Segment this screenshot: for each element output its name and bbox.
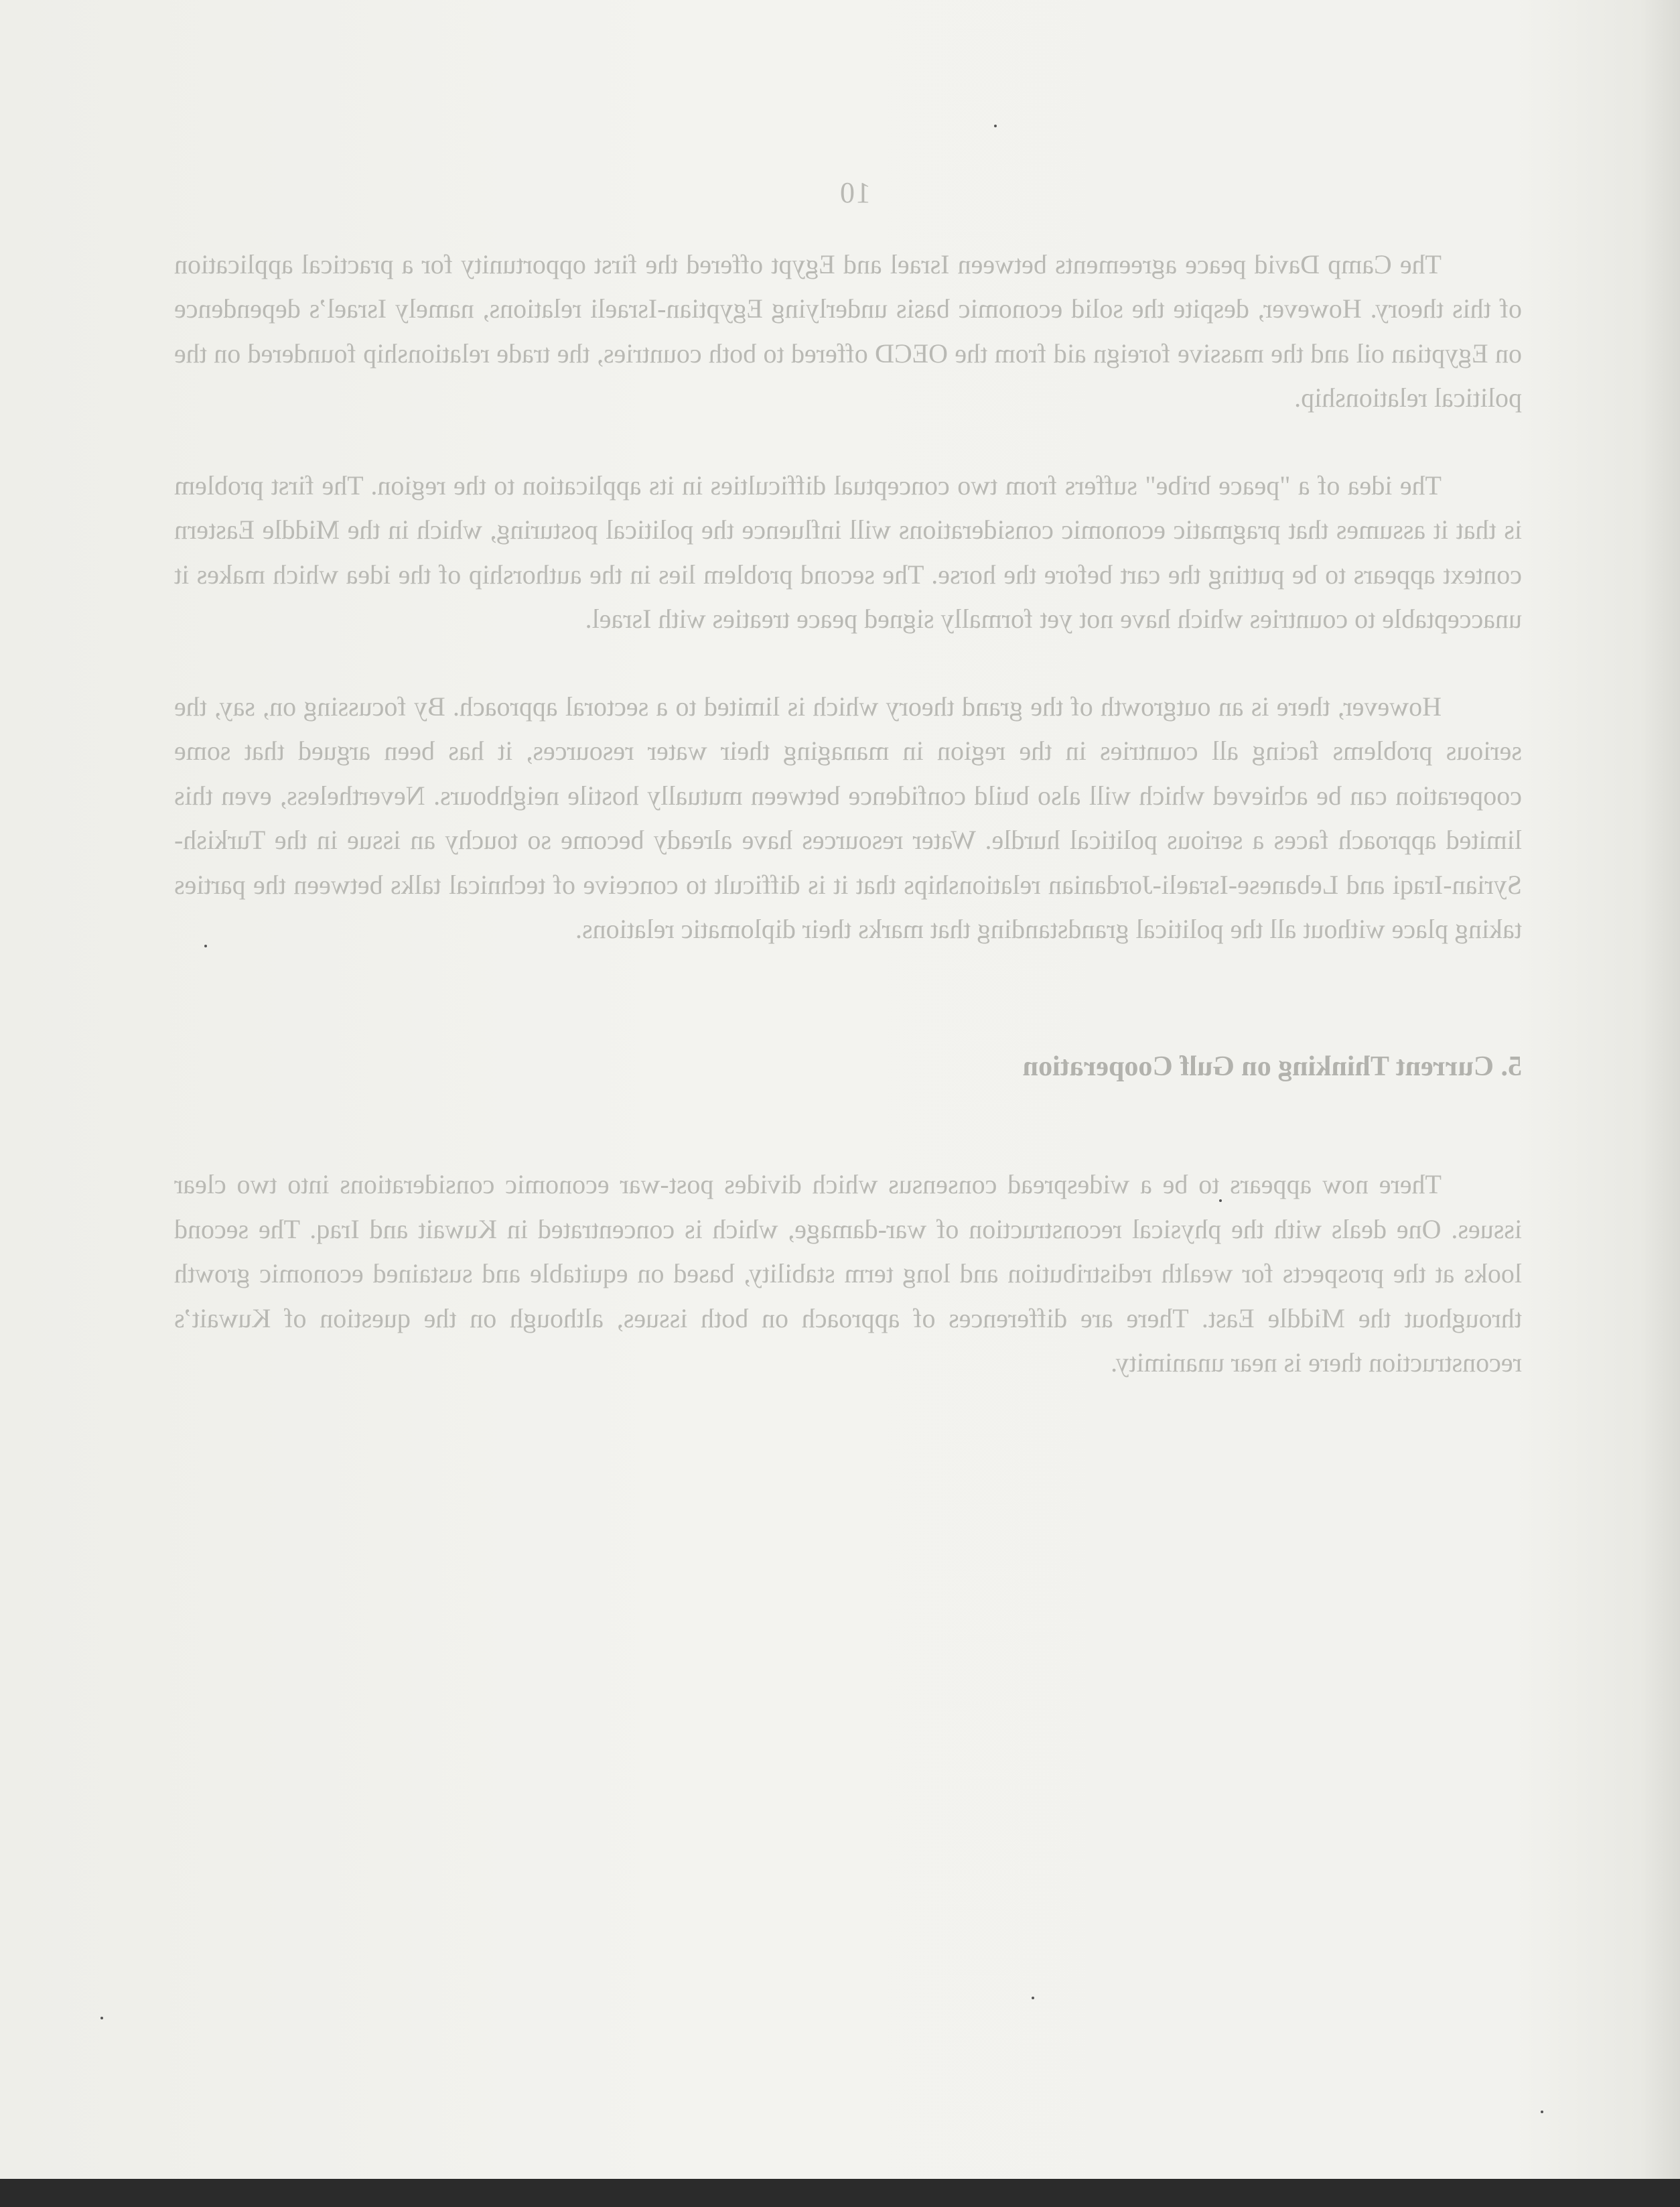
page-number: 10 — [839, 176, 871, 209]
scan-speck — [994, 125, 997, 127]
scan-speck — [1219, 1199, 1222, 1202]
page-content — [174, 171, 1522, 1428]
section-heading: 5. Current Thinking on Gulf Cooperation — [1022, 1051, 1522, 1082]
scan-speck — [1032, 1997, 1034, 1999]
scan-speck — [1541, 2111, 1543, 2113]
paragraph-sectoral-approach: However, there is an outgrowth of the grand theory which is limited to a sectoral approach. By focussing on, say, the serious problems facing all countries in the region in managing their water resources, it has been argued that some cooperation can be achieved which will also build confidence between mutually hostile neighbours. Nevertheless, even this limited approach faces a serious political hurdle. Water resources have already become so touchy an issue in the Turkish-Syrian-Iraqi and Lebanese-Israeli-Jordanian relationships that it is difficult to conceive of technical talks between the parties taking place without all the political grandstanding that marks their diplomatic relations. — [174, 691, 1522, 944]
scan-speck — [204, 945, 207, 947]
paragraph-peace-bribe: The idea of a "peace bribe" suffers from two conceptual difficulties in its application to the region. The first problem is that it assumes that pragmatic economic considerations will influence the political posturing, which in the Middle Eastern context appears to be putting the cart before the horse. The second problem lies in the authorship of the idea which makes it unacceptable to countries which have not yet formally signed peace treaties with Israel. — [174, 470, 1522, 634]
paragraph-camp-david: The Camp David peace agreements between Israel and Egypt offered the first opportunity for a practical application of this theory. However, despite the solid economic basis underlying Egyptian-Israeli relations, namely Israel’s dependence on Egyptian oil and the massive foreign aid from the OECD offered to both countries, the trade relationship foundered on the political relationship. — [174, 249, 1522, 413]
paragraph-gulf-cooperation: There now appears to be a widespread consensus which divides post-war economic considerations into two clear issues. One deals with the physical reconstruction of war-damage, which is concentrated in Kuwait and Iraq. The second looks at the prospects for wealth redistribution and long term stability, based on equitable and sustained economic growth throughout the Middle East. There are differences of approach on both issues, although on the question of Kuwait’s reconstruction there is near unanimity. — [174, 1169, 1522, 1378]
scan-speck — [100, 2017, 103, 2019]
scanner-bottom-edge — [0, 2179, 1680, 2207]
